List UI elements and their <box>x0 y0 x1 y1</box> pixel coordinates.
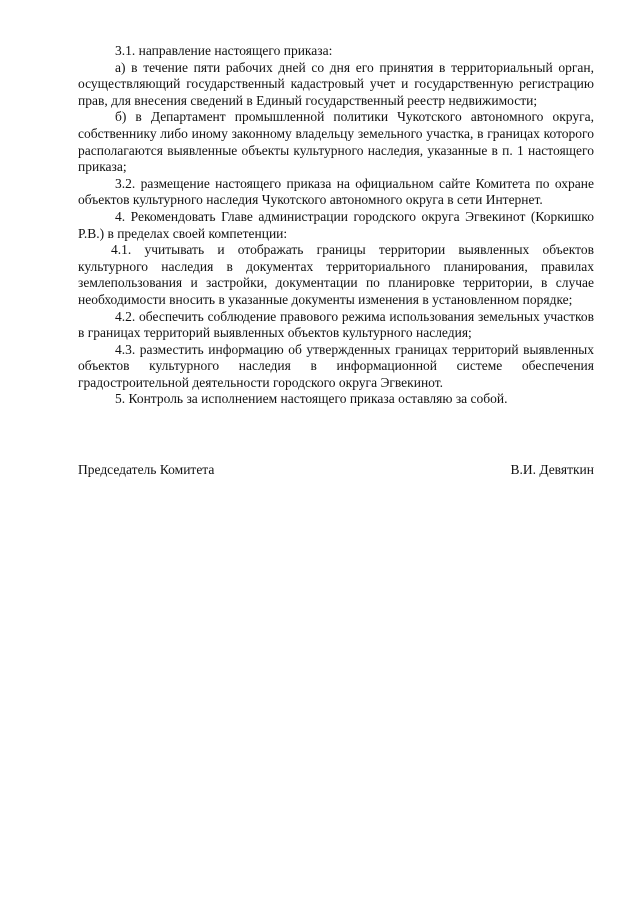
signatory-position: Председатель Комитета <box>78 462 215 477</box>
paragraph-5: 5. Контроль за исполнением настоящего приказа оставляю за собой. <box>115 391 508 407</box>
paragraph-3-2: 3.2. размещение настоящего приказа на официальном сайте Комитета по охране объектов культурного наследия Чукотского автономного округа в сети Интернет. <box>78 175 594 208</box>
paragraph-3-1-a: а) в течение пяти рабочих дней со дня его принятия в территориальный орган, осуществляющий государственный кадастровый учет и государственную регистрацию прав, для внесения сведений в Единый государственный реестр недвижимости; <box>78 59 594 108</box>
document-body <box>78 43 594 408</box>
paragraph-4-1: 4.1. учитывать и отображать границы территории выявленных объектов культурного наследия в документах территориального планирования, правилах землепользования и застройки, документации по планировке территории, в случае необходимости вносить в указанные документы изменения в установленном порядке; <box>78 242 594 307</box>
paragraph-3-1: 3.1. направление настоящего приказа: <box>115 43 333 58</box>
signatory-name: В.И. Девяткин <box>510 462 594 477</box>
paragraph-4: 4. Рекомендовать Главе администрации городского округа Эгвекинот (Коркишко Р.В.) в пределах своей компетенции: <box>78 208 594 241</box>
paragraph-4-3: 4.3. разместить информацию об утвержденных границах территорий выявленных объектов культурного наследия в информационной системе обеспечения градостроительной деятельности городского округа Эгвекинот. <box>78 341 594 390</box>
signature-block <box>78 462 594 479</box>
paragraph-4-2: 4.2. обеспечить соблюдение правового режима использования земельных участков в границах территорий выявленных объектов культурного наследия; <box>78 308 594 341</box>
paragraph-3-1-b: б) в Департамент промышленной политики Чукотского автономного округа, собственнику либо иному законному владельцу земельного участка, в границах которого располагаются выявленные объекты культурного наследия, указанные в п. 1 настоящего приказа; <box>78 109 594 175</box>
